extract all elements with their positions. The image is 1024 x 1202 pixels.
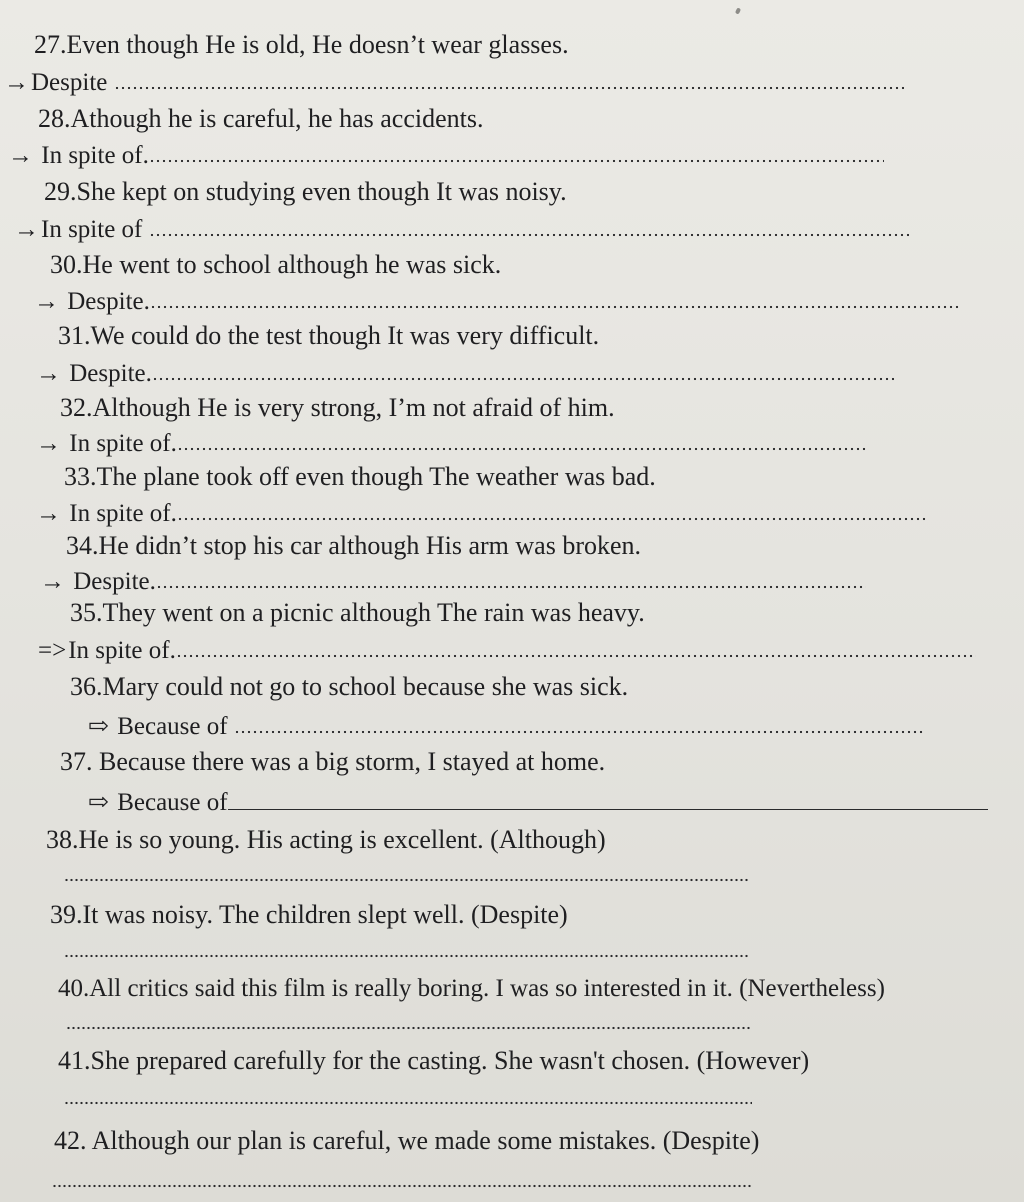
answer-blank-42[interactable] [52,1184,752,1188]
arrow-icon: → [34,288,59,315]
question-28: 28.Athough he is careful, he has accidents. [38,104,484,133]
arrow-icon: → [36,360,61,387]
answer-blank[interactable] [149,159,884,163]
cue-text: Because of [110,789,228,816]
outline-arrow-icon: ⇨ [88,789,109,816]
question-30: 30.He went to school although he was sick. [50,250,502,279]
question-33: 33.The plane took off even though The weather was bad. [64,462,656,491]
cue-text: Despite. [67,568,156,595]
answer-line-30[interactable] [34,287,960,317]
answer-line-35[interactable] [38,636,976,666]
question-36: 36.Mary could not go to school because she was sick. [70,672,629,701]
answer-blank[interactable] [176,654,976,658]
cue-text: In spite of. [63,500,177,527]
question-40: 40.All critics said this film is really boring. I was so interested in it. (Nevertheless) [58,975,885,1002]
question-39: 39.It was noisy. The children slept well. (Despite) [50,900,568,929]
arrow-icon: → [8,142,33,169]
cue-text: Despite. [63,360,152,387]
question-31: 31.We could do the test though It was very difficult. [58,321,600,350]
answer-line-36[interactable] [88,712,924,742]
answer-blank[interactable] [156,585,866,589]
arrow-icon: → [14,216,39,243]
question-35: 35.They went on a picnic although The rain was heavy. [70,598,645,627]
answer-blank-38[interactable] [64,878,750,882]
answer-blank[interactable] [228,809,988,810]
arrow-icon: → [4,69,29,96]
cue-text: In spite of [41,216,149,243]
answer-blank[interactable] [234,730,924,734]
paper-speck [735,7,741,14]
cue-text: Despite. [61,288,150,315]
answer-blank[interactable] [177,447,867,451]
answer-line-29[interactable] [14,215,909,245]
arrow-icon: → [40,568,65,595]
answer-line-28[interactable] [8,141,884,171]
answer-line-37[interactable] [88,788,988,818]
answer-blank-41[interactable] [64,1101,752,1105]
answer-blank[interactable] [149,233,909,237]
answer-blank[interactable] [150,305,960,309]
question-41: 41.She prepared carefully for the casting. She wasn't chosen. (However) [58,1046,810,1075]
answer-blank-40[interactable] [66,1026,750,1030]
answer-blank[interactable] [177,517,927,521]
double-arrow-icon: => [38,637,67,664]
question-32: 32.Although He is very strong, I’m not afraid of him. [60,393,615,422]
question-34: 34.He didn’t stop his car although His arm was broken. [66,531,642,560]
question-29: 29.She kept on studying even though It was noisy. [44,177,567,206]
answer-line-31[interactable] [36,359,894,389]
cue-text: Because of [110,713,234,740]
outline-arrow-icon: ⇨ [88,713,109,740]
arrow-icon: → [36,430,61,457]
cue-text: In spite of. [68,637,176,664]
answer-line-33[interactable] [36,499,927,529]
answer-blank[interactable] [114,86,904,90]
cue-text: In spite of. [63,430,177,457]
answer-line-27[interactable] [4,68,904,98]
answer-blank-39[interactable] [64,954,750,958]
answer-line-34[interactable] [40,567,866,597]
arrow-icon: → [36,500,61,527]
answer-line-32[interactable] [36,429,867,459]
question-42: 42. Although our plan is careful, we made some mistakes. (Despite) [54,1126,760,1155]
cue-text: In spite of. [35,142,149,169]
question-37: 37. Because there was a big storm, I stayed at home. [60,747,606,776]
question-27: 27.Even though He is old, He doesn’t wear glasses. [34,30,569,59]
answer-blank[interactable] [152,377,894,381]
cue-text: Despite [31,69,114,96]
question-38: 38.He is so young. His acting is excellent. (Although) [46,825,606,854]
